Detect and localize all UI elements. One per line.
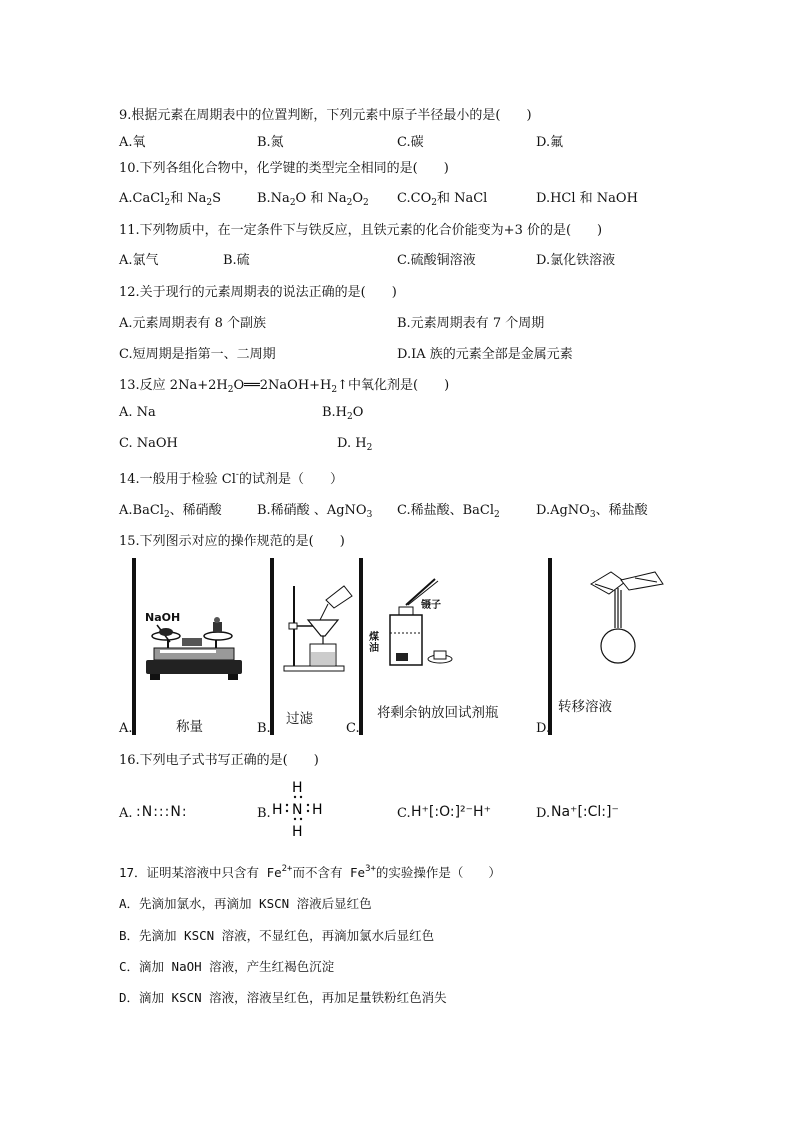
q13-option-d: D. $H_2$ — [337, 436, 373, 453]
q10-option-b: $B.Na_2O$ 和 $Na_2O_2$ — [257, 191, 369, 208]
reagent-label: NaOH — [145, 611, 181, 624]
q14-option-d: D.AgNO$_3$、稀盐酸 — [536, 503, 648, 520]
q12-stem: 12.关于现行的元素周期表的说法正确的是( ) — [119, 285, 397, 300]
q10-stem: 10.下列各组化合物中，化学键的类型完全相同的是( ) — [119, 161, 449, 176]
q15-option-a-label: 称量 — [176, 719, 203, 735]
svg-text:H: H — [292, 824, 303, 840]
q17-option-d: D．滴加 KSCN 溶液，溶液呈红色，再加足量铁粉红色消失 — [119, 990, 447, 1005]
q12-option-c: C.短周期是指第一、二周期 — [119, 347, 276, 362]
q13-option-c: C. NaOH — [119, 436, 178, 451]
q13-stem: 13.反应 $2Na+2H_2O══2NaOH+H_2↑$中氧化剂是( ) — [119, 378, 450, 395]
sodium-bottle-illustration — [380, 575, 460, 667]
q11-option-c: C.硫酸铜溶液 — [397, 253, 476, 268]
q16-option-b-formula — [270, 778, 330, 840]
q14-stem: 14.一般用于检验 Cl-的试剂是（ ） — [119, 470, 343, 487]
q15-option-b-label: 过滤 — [286, 711, 313, 727]
q17-option-a: A．先滴加氯水，再滴加 KSCN 溶液后显红色 — [119, 896, 372, 911]
q17-stem: 17．证明某溶液中只含有 $Fe^{2+}$而不含有 $Fe^{3+}$的实验操作是（ ） — [119, 864, 501, 880]
figure-divider — [359, 558, 363, 735]
q15-option-d-letter: D. — [536, 721, 551, 736]
q13-option-a: A. Na — [119, 405, 156, 420]
q17-option-c: C．滴加 NaOH 溶液，产生红褐色沉淀 — [119, 959, 335, 974]
q14-option-c: C.稀盐酸、BaCl$_2$ — [397, 503, 500, 520]
q10-option-a: A.CaCl$_2$和 $Na_2S$ — [119, 191, 221, 208]
volumetric-flask-illustration — [585, 568, 675, 668]
q11-option-a: A.氯气 — [119, 253, 159, 268]
q9-option-c: C.碳 — [397, 135, 424, 150]
q16-option-a-formula: :N:::N: — [136, 804, 188, 820]
balance-illustration — [140, 600, 265, 685]
svg-text:N: N — [292, 802, 303, 818]
kerosene-label: 煤油 — [369, 632, 379, 654]
q15-option-c-letter: C. — [346, 721, 360, 736]
q9-option-a: A.氧 — [119, 135, 146, 150]
q11-option-b: B.硫 — [223, 253, 250, 268]
figure-divider — [548, 558, 552, 735]
svg-text:H: H — [292, 780, 303, 796]
q15-option-d-label: 转移溶液 — [558, 699, 612, 715]
figure-divider — [132, 558, 136, 735]
q15-stem: 15.下列图示对应的操作规范的是( ) — [119, 534, 345, 549]
q14-option-a: A.BaCl$_2$、稀硝酸 — [119, 503, 222, 520]
q9-option-b: B.氮 — [257, 135, 284, 150]
svg-text:H: H — [272, 802, 283, 818]
q11-stem: 11.下列物质中，在一定条件下与铁反应，且铁元素的化合价能变为+3 价的是( ) — [119, 223, 603, 238]
q11-option-d: D.氯化铁溶液 — [536, 253, 616, 268]
q16-stem: 16.下列电子式书写正确的是( ) — [119, 753, 319, 768]
tweezer-label: 镊子 — [421, 600, 441, 611]
q16-option-d-letter: D. — [536, 806, 551, 821]
q15-option-c-label: 将剩余钠放回试剂瓶 — [377, 705, 499, 721]
filtration-illustration — [280, 578, 356, 676]
q15-option-a-letter: A. — [119, 721, 133, 736]
q12-option-d: D.IA 族的元素全部是金属元素 — [397, 347, 573, 362]
q16-option-c-letter: C. — [397, 806, 411, 821]
q13-option-b: $B.H_2O$ — [322, 405, 364, 422]
q10-option-c: $C.CO_2$和 NaCl — [397, 191, 488, 208]
q10-option-d: D.HCl 和 NaOH — [536, 191, 638, 206]
figure-divider — [270, 558, 274, 735]
q14-option-b: B.稀硝酸 、AgNO$_3$ — [257, 503, 373, 520]
q9-option-d: D.氟 — [536, 135, 564, 150]
svg-text:H: H — [312, 802, 323, 818]
q15-option-b-letter: B. — [257, 721, 271, 736]
q16-option-a-letter: A. — [119, 806, 133, 821]
q16-option-b-letter: B. — [257, 806, 271, 821]
q16-option-d-formula: Na⁺[:Cl:]⁻ — [551, 804, 619, 820]
q12-option-b: B.元素周期表有 7 个周期 — [397, 316, 545, 331]
q12-option-a: A.元素周期表有 8 个副族 — [119, 316, 267, 331]
q9-stem: 9.根据元素在周期表中的位置判断，下列元素中原子半径最小的是( ) — [119, 108, 532, 123]
q16-option-c-formula: H⁺[:O:]²⁻H⁺ — [411, 804, 491, 820]
q17-option-b: B．先滴加 KSCN 溶液，不显红色，再滴加氯水后显红色 — [119, 928, 435, 943]
